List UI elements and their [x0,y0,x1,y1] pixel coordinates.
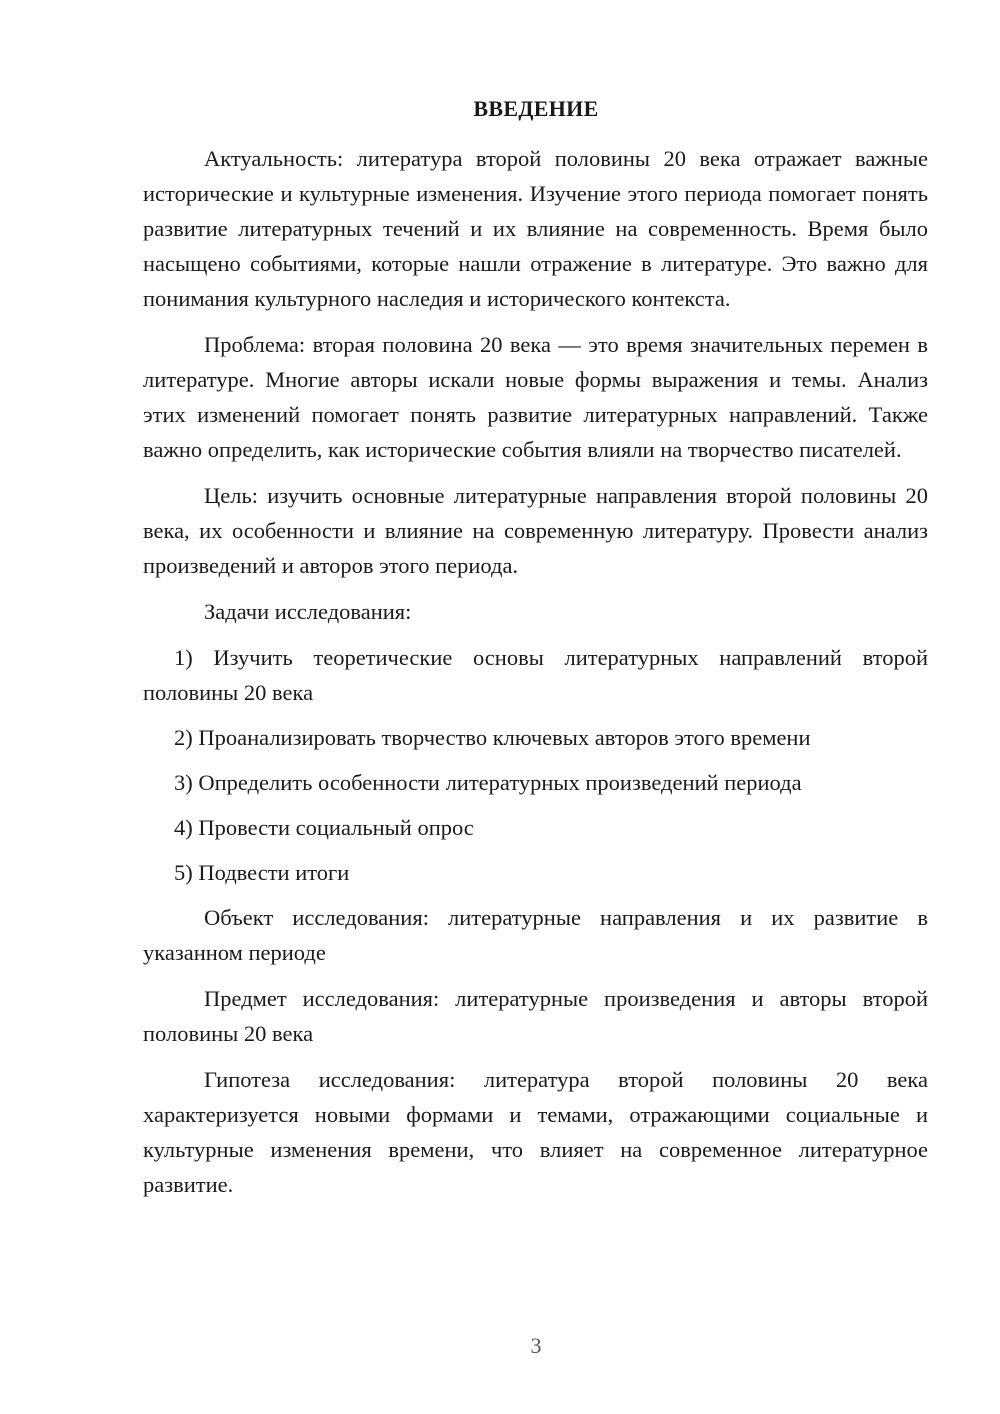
paragraph-goal: Цель: изучить основные литературные направления второй половины 20 века, их особенности и влияние на современную литературу. Провести анализ произведений и авторов этого периода. [143,483,928,578]
task-list-item: 2) Проанализировать творчество ключевых авторов этого времени [174,725,811,750]
task-list-item: 1) Изучить теоретические основы литературных направлений второй половины 20 века [143,645,928,705]
paragraph-tasks-intro: Задачи исследования: [204,599,412,624]
task-list-item: 5) Подвести итоги [174,860,350,885]
paragraph-relevance: Актуальность: литература второй половины 20 века отражает важные исторические и культурные изменения. Изучение этого периода помогает понять развитие литературных течений и их влияние на современность. Время было насыщено событиями, которые нашли отражение в литературе. Это важно для понимания культурного наследия и исторического контекста. [143,146,928,311]
section-heading: ВВЕДЕНИЕ [473,96,599,121]
paragraph-hypothesis: Гипотеза исследования: литература второй половины 20 века характеризуется новыми формами и темами, отражающими социальные и культурные изменения времени, что влияет на современное литературное развитие. [143,1067,928,1197]
body-text [143,141,928,1213]
page-number: 3 [530,1333,542,1358]
task-list-item: 3) Определить особенности литературных произведений периода [174,770,802,795]
task-list-item: 4) Провести социальный опрос [174,815,474,840]
paragraph-object: Объект исследования: литературные направления и их развитие в указанном периоде [143,905,928,965]
paragraph-subject: Предмет исследования: литературные произведения и авторы второй половины 20 века [143,986,928,1046]
paragraph-problem: Проблема: вторая половина 20 века — это время значительных перемен в литературе. Многие авторы искали новые формы выражения и темы. Анализ этих изменений помогает понять развитие литературных направлений. Также важно определить, как исторические события влияли на творчество писателей. [143,332,928,462]
